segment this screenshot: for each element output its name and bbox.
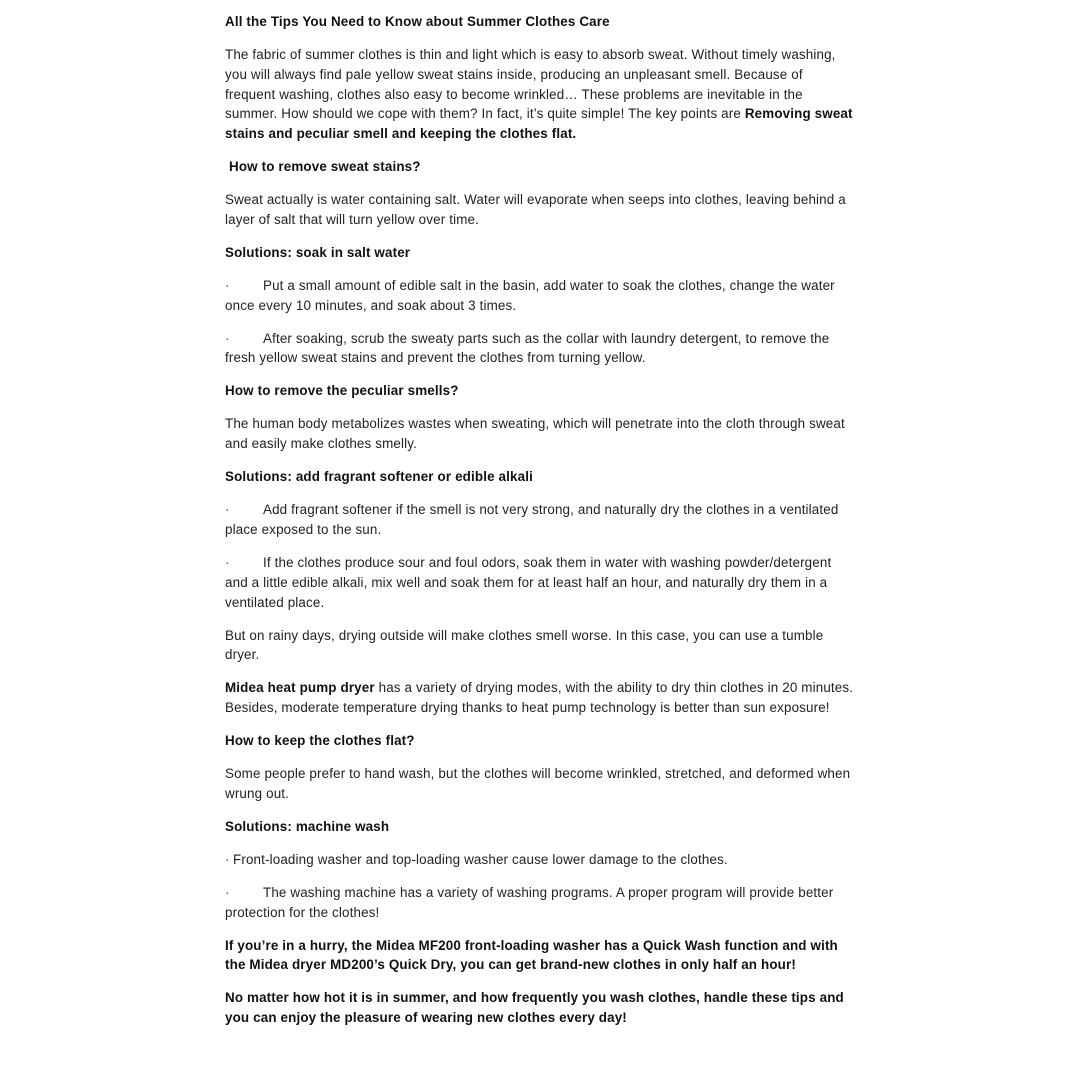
intro-text: The fabric of summer clothes is thin and light which is easy to absorb sweat. Without timely washing, you will always find pale yellow sweat stains inside, producing an unpleasant smell. Because of frequent washing, clothes also easy to become wrinkled… These problems are inevitable in the summer. How should we cope with them? In fact, it’s quite simple! The key points are [225,46,836,122]
rainy-days-paragraph: But on rainy days, drying outside will make clothes smell worse. In this case, you can use a tumble dryer. [225,627,824,663]
closing-paragraph: No matter how hot it is in summer, and how frequently you wash clothes, handle these tips and you can enjoy the pleasure of wearing new clothes every day! [225,990,844,1026]
flat-solution-heading: Solutions: machine wash [225,818,390,834]
bullet-dot: · [225,330,230,346]
sweat-solution-heading: Solutions: soak in salt water [225,244,411,260]
flat-bullet-2 [225,883,855,923]
flat-bullet-1 [225,850,855,870]
article-title: All the Tips You Need to Know about Summer Clothes Care [225,14,610,29]
flat-body: Some people prefer to hand wash, but the clothes will become wrinkled, stretched, and deformed when wrung out. [225,766,851,801]
smell-bullet-2 [225,553,855,612]
smell-heading: How to remove the peculiar smells? [225,383,459,399]
sweat-bullet-2 [225,329,855,369]
sweat-bullet-2-text: After soaking, scrub the sweaty parts such as the collar with laundry detergent, to remove the fresh yellow sweat stains and prevent the clothes from turning yellow. [225,330,830,366]
intro-paragraph [225,45,855,144]
smell-bullet-1-text: Add fragrant softener if the smell is not very strong, and naturally dry the clothes in a ventilated place exposed to the sun. [225,502,839,538]
dryer-product-name: Midea heat pump dryer [225,680,375,696]
bullet-dot: · [225,502,230,518]
hurry-paragraph: If you’re in a hurry, the Midea MF200 front-loading washer has a Quick Wash function and with the Midea dryer MD200’s Quick Dry, you can get brand-new clothes in only half an hour! [225,937,838,973]
dryer-paragraph [225,678,855,718]
smell-bullet-2-text: If the clothes produce sour and foul odors, soak them in water with washing powder/detergent and a little edible alkali, mix well and soak them for at least half an hour, and naturally dry them in a ventilated place. [225,555,832,610]
sweat-heading: How to remove sweat stains? [229,159,421,175]
flat-heading: How to keep the clothes flat? [225,733,415,749]
sweat-body: Sweat actually is water containing salt. Water will evaporate when seeps into clothes, leaving behind a layer of salt that will turn yellow over time. [225,192,846,227]
sweat-bullet-1-text: Put a small amount of edible salt in the basin, add water to soak the clothes, change the water once every 10 minutes, and soak about 3 times. [225,277,835,313]
bullet-dot: · [225,555,230,570]
bullet-dot: · [225,851,230,867]
sweat-bullet-1 [225,276,855,316]
bullet-dot: · [225,277,230,293]
flat-bullet-1-text: Front-loading washer and top-loading washer cause lower damage to the clothes. [233,851,728,867]
dryer-text: has a variety of drying modes, with the ability to dry thin clothes in 20 minutes. Besides, moderate temperature drying thanks to heat pump technology is better than sun exposure! [225,680,854,716]
bullet-dot: · [225,884,230,900]
smell-body: The human body metabolizes wastes when sweating, which will penetrate into the cloth through sweat and easily make clothes smelly. [225,416,845,452]
article [225,12,855,1041]
smell-solution-heading: Solutions: add fragrant softener or edible alkali [225,469,533,485]
intro-key-points: Removing sweat stains and peculiar smell and keeping the clothes flat. [225,106,853,142]
smell-bullet-1 [225,500,855,540]
flat-bullet-2-text: The washing machine has a variety of washing programs. A proper program will provide better protection for the clothes! [225,884,834,920]
